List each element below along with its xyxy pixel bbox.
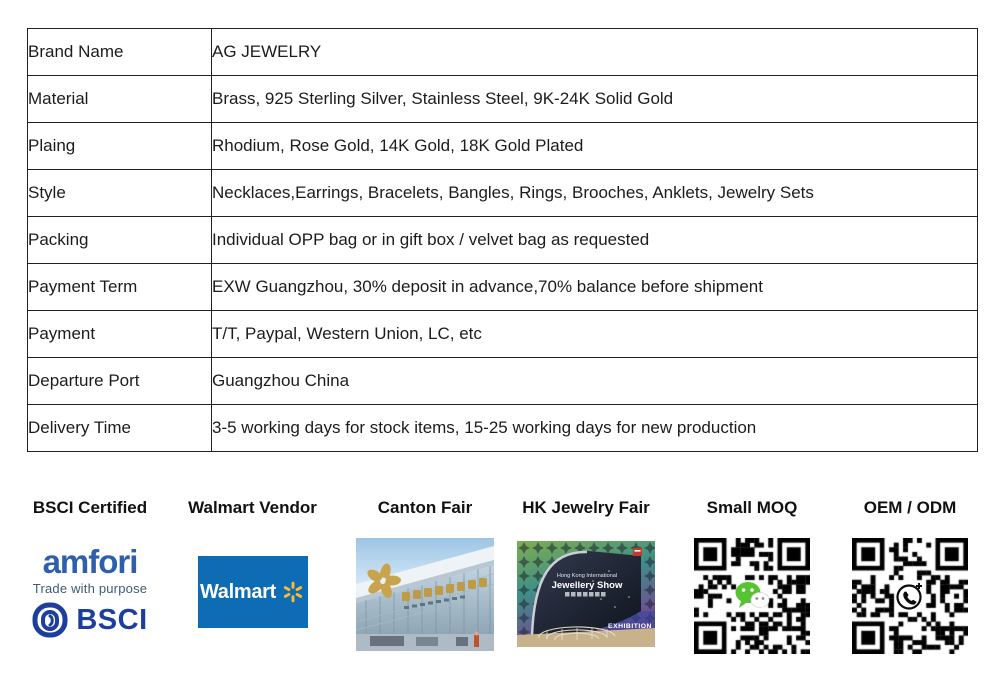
badge-label: Walmart Vendor [188,498,317,517]
table-row [28,264,978,311]
whatsapp-qr-code [852,538,968,654]
spec-label: Payment [28,311,212,358]
whatsapp-icon [893,579,927,613]
table-row [28,76,978,123]
badge-label: Canton Fair [377,498,473,517]
walmart-wordmark: Walmart [199,580,277,603]
table-row [28,217,978,264]
hk-show-line2: Jewellery Show [551,580,623,591]
amfori-wordmark: amfori [42,543,138,580]
wechat-icon [734,580,770,612]
badge-label: HK Jewelry Fair [522,498,650,517]
badge-label: BSCI Certified [32,498,148,517]
table-row [28,123,978,170]
bsci-wordmark: BSCI [76,603,148,636]
spec-label: Plaing [28,123,212,170]
badge-walmart-vendor [185,498,320,603]
hk-jewellery-show-photo [517,541,655,647]
badge-small-moq [692,498,812,518]
spec-label: Style [28,170,212,217]
hk-show-line1: Hong Kong International [556,573,618,579]
badge-hk-jewelry-fair [515,498,657,630]
badge-label: Small MOQ [706,498,798,517]
walmart-logo [198,556,308,628]
table-row [28,170,978,217]
spec-value: EXW Guangzhou, 30% deposit in advance,70% balance before shipment [212,264,978,311]
spec-value: 3-5 working days for stock items, 15-25 working days for new production [212,405,978,452]
spec-label: Payment Term [28,264,212,311]
badge-canton-fair [355,498,495,518]
amfori-tagline: Trade with purpose [32,581,148,596]
bsci-spiral-icon [32,602,68,638]
product-spec-table [27,28,978,452]
spec-value: AG JEWELRY [212,29,978,76]
canton-fair-photo [356,538,494,651]
table-row [28,29,978,76]
spec-value: Necklaces,Earrings, Bracelets, Bangles, Rings, Brooches, Anklets, Jewelry Sets [212,170,978,217]
table-row [28,311,978,358]
badge-bsci-certified [20,498,160,636]
spec-value: Guangzhou China [212,358,978,405]
badge-label: OEM / ODM [863,498,957,517]
spec-label: Material [28,76,212,123]
wechat-qr-code [694,538,810,654]
hk-exhibition-text: EXHIBITION [608,623,652,630]
certification-badges-row [0,498,1000,673]
spec-value: Individual OPP bag or in gift box / velvet bag as requested [212,217,978,264]
spec-label: Packing [28,217,212,264]
spec-value: Rhodium, Rose Gold, 14K Gold, 18K Gold Plated [212,123,978,170]
spec-label: Brand Name [28,29,212,76]
amfori-bsci-logo [20,545,160,638]
spec-value: Brass, 925 Sterling Silver, Stainless Steel, 9K-24K Solid Gold [212,76,978,123]
badge-oem-odm [850,498,970,518]
table-row [28,405,978,452]
spec-label: Delivery Time [28,405,212,452]
spec-value: T/T, Paypal, Western Union, LC, etc [212,311,978,358]
walmart-spark-icon [281,580,305,604]
spec-label: Departure Port [28,358,212,405]
table-row [28,358,978,405]
